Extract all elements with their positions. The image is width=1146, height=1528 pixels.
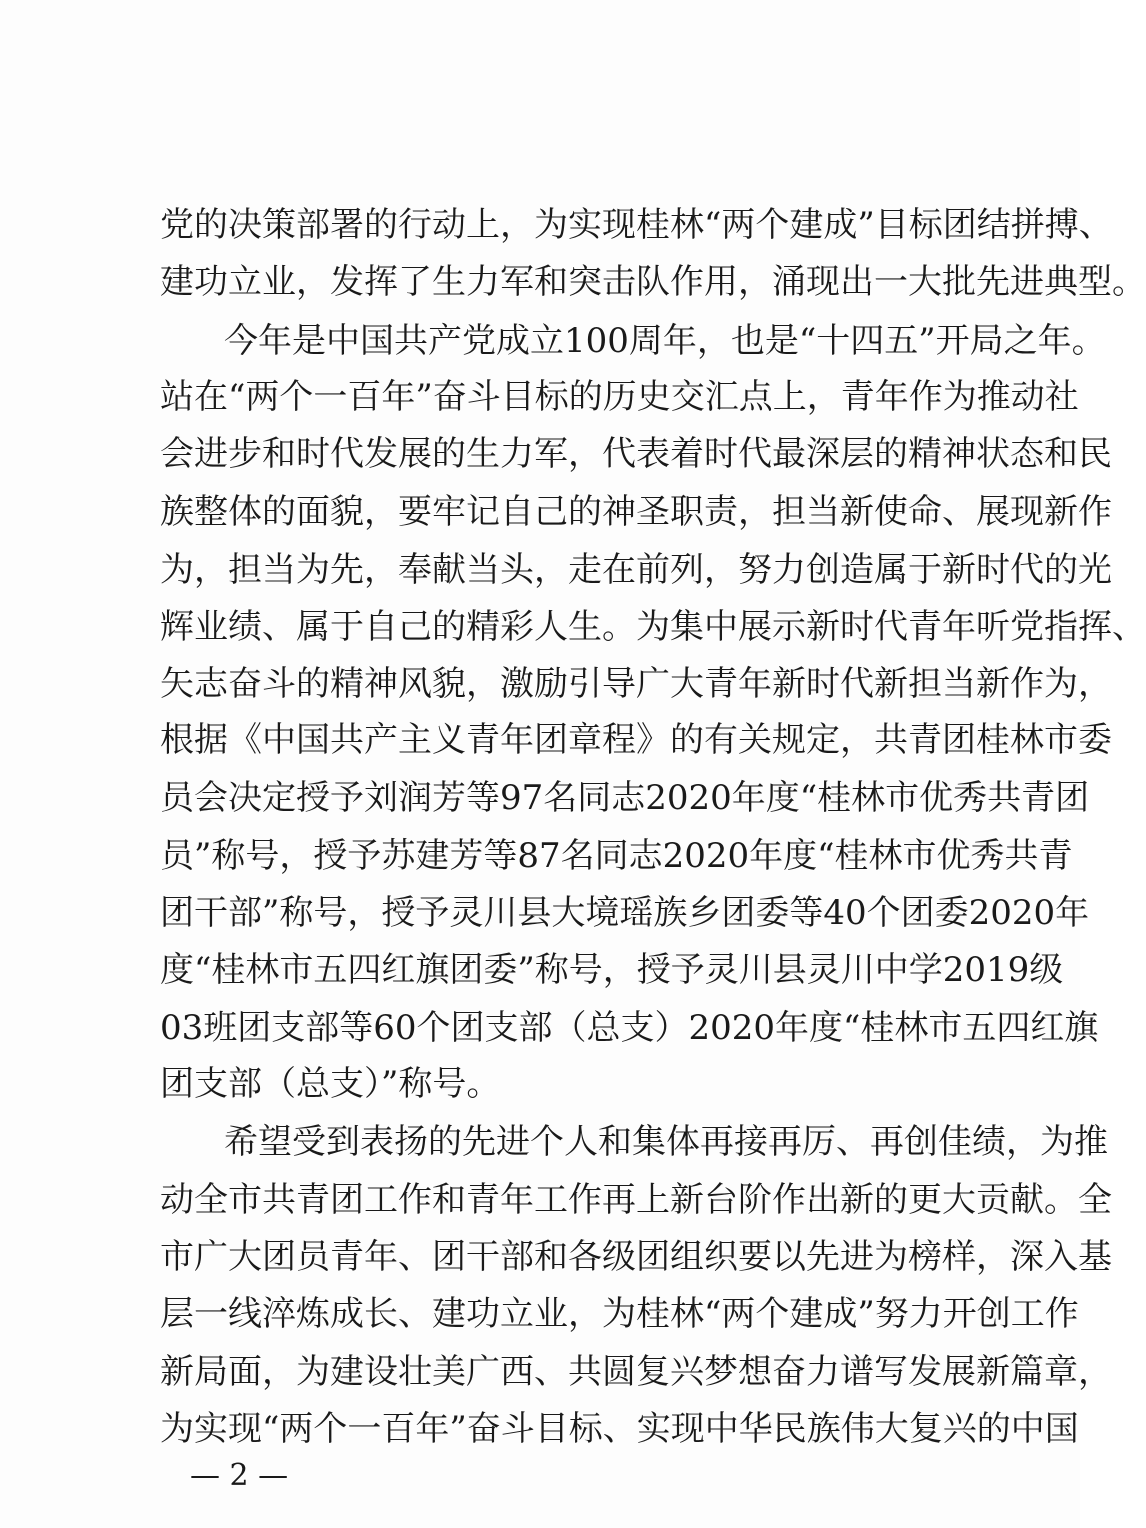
body-text-line: 今年是中国共产党成立100周年，也是“十四五”开局之年。 bbox=[224, 321, 1106, 361]
body-text-line: 站在“两个一百年”奋斗目标的历史交汇点上，青年作为推动社 bbox=[160, 377, 1079, 417]
body-text-line: 度“桂林市五四红旗团委”称号，授予灵川县灵川中学2019级 bbox=[160, 950, 1064, 990]
body-text-line: 会进步和时代发展的生力军，代表着时代最深层的精神状态和民 bbox=[160, 434, 1112, 474]
body-text-line: 辉业绩、属于自己的精彩人生。为集中展示新时代青年听党指挥、 bbox=[160, 607, 1146, 647]
body-text-line: 根据《中国共产主义青年团章程》的有关规定，共青团桂林市委 bbox=[160, 720, 1112, 760]
body-text-line: 为实现“两个一百年”奋斗目标、实现中华民族伟大复兴的中国 bbox=[160, 1409, 1079, 1449]
body-text-line: 新局面，为建设壮美广西、共圆复兴梦想奋力谱写发展新篇章， bbox=[160, 1352, 1112, 1392]
body-text-line: 员”称号，授予苏建芳等87名同志2020年度“桂林市优秀共青 bbox=[160, 836, 1073, 876]
body-text-line: 员会决定授予刘润芳等97名同志2020年度“桂林市优秀共青团 bbox=[160, 778, 1090, 818]
body-text-line: 动全市共青团工作和青年工作再上新台阶作出新的更大贡献。全 bbox=[160, 1180, 1112, 1220]
body-text-line: 矢志奋斗的精神风貌，激励引导广大青年新时代新担当新作为， bbox=[160, 664, 1112, 704]
body-text-line: 团干部”称号，授予灵川县大境瑶族乡团委等40个团委2020年 bbox=[160, 893, 1090, 933]
body-text-line: 层一线淬炼成长、建功立业，为桂林“两个建成”努力开创工作 bbox=[160, 1294, 1079, 1334]
body-text-line: 为，担当为先，奉献当头，走在前列，努力创造属于新时代的光 bbox=[160, 550, 1112, 590]
body-text-line: 希望受到表扬的先进个人和集体再接再厉、再创佳绩，为推 bbox=[224, 1122, 1108, 1162]
body-text-line: 党的决策部署的行动上，为实现桂林“两个建成”目标团结拼搏、 bbox=[160, 205, 1113, 245]
page-number: — 2 — bbox=[190, 1458, 289, 1493]
body-text-line: 市广大团员青年、团干部和各级团组织要以先进为榜样，深入基 bbox=[160, 1237, 1112, 1277]
body-text-line: 团支部（总支）”称号。 bbox=[160, 1064, 501, 1104]
body-text-line: 建功立业，发挥了生力军和突击队作用，涌现出一大批先进典型。 bbox=[160, 262, 1146, 302]
body-text-line: 03班团支部等60个团支部（总支）2020年度“桂林市五四红旗 bbox=[160, 1008, 1099, 1048]
body-text-line: 族整体的面貌，要牢记自己的神圣职责，担当新使命、展现新作 bbox=[160, 492, 1112, 532]
